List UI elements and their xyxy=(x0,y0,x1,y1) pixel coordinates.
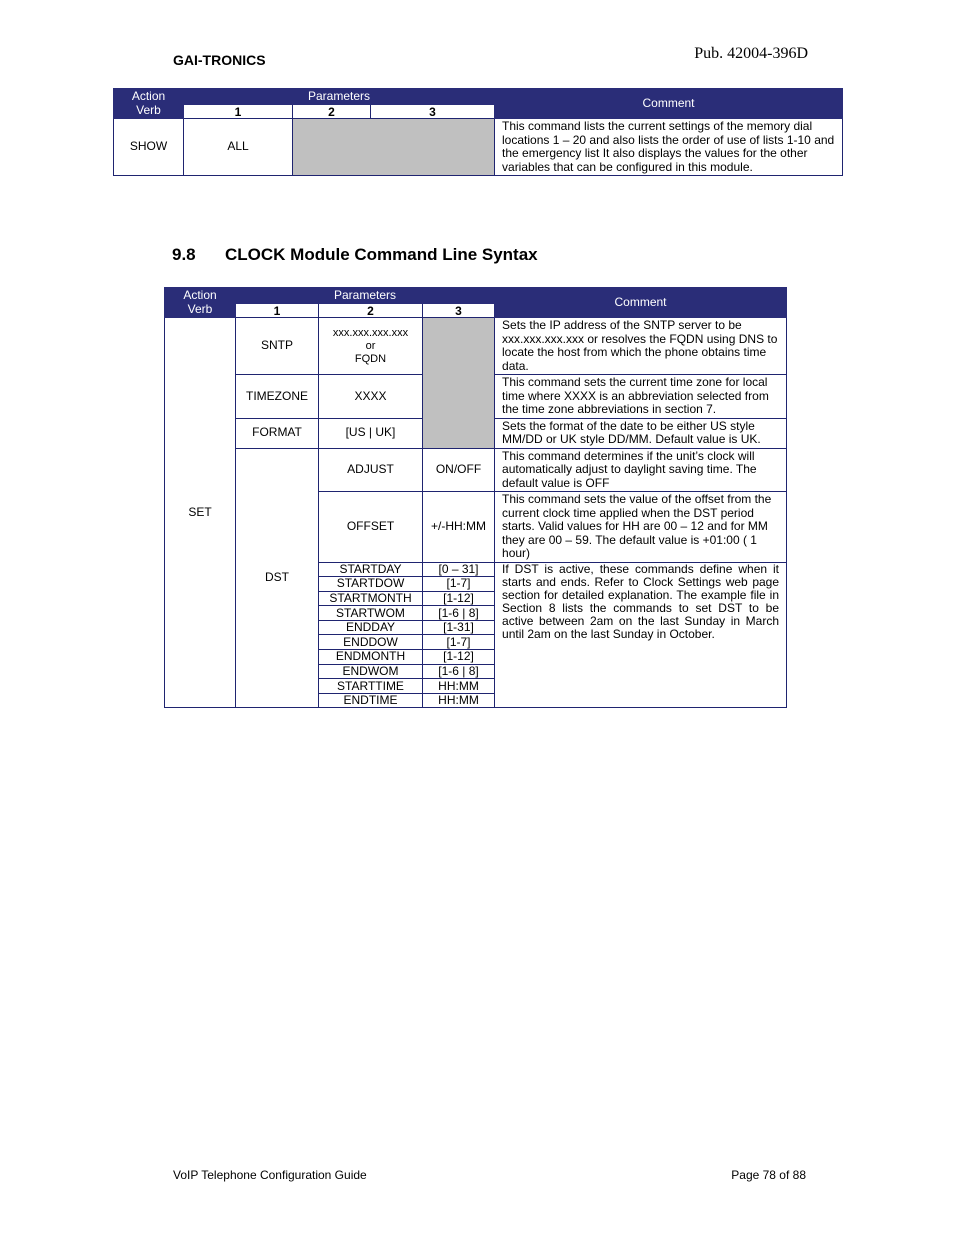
show-command-table xyxy=(113,88,843,176)
section-heading xyxy=(172,245,538,265)
clock-command-table xyxy=(164,287,787,708)
dst-row-param-2: STARTWOM xyxy=(319,606,423,621)
timezone-param-1: TIMEZONE xyxy=(236,375,319,419)
show-verb: SHOW xyxy=(114,119,184,176)
dst-offset-comment: This command sets the value of the offset from the current clock time applied when the DST period starts. Valid values for HH are 00 – 12 and for MM they are 00 – 59. The default value is +01:00 ( 1 hour) xyxy=(495,492,787,563)
section-title: CLOCK Module Command Line Syntax xyxy=(225,245,538,264)
header-param-1: 1 xyxy=(236,304,319,318)
sntp-comment: Sets the IP address of the SNTP server to be xxx.xxx.xxx.xxx or resolves the FQDN using DNS to locate the host from which the phone obtains time data. xyxy=(495,318,787,375)
header-parameters: Parameters xyxy=(184,89,495,105)
dst-adjust-param-3: ON/OFF xyxy=(423,448,495,492)
show-comment: This command lists the current settings of the memory dial locations 1 – 20 and also lists the order of use of lists 1-10 and the emergency list It also displays the values for the other variables that can be configured in this module. xyxy=(495,119,843,176)
header-param-2: 2 xyxy=(293,105,371,119)
format-comment: Sets the format of the date to be either US style MM/DD or UK style DD/MM. Default value is UK. xyxy=(495,418,787,448)
sntp-param-1: SNTP xyxy=(236,318,319,375)
section-number: 9.8 xyxy=(172,245,196,264)
show-param-1: ALL xyxy=(184,119,293,176)
footer-guide-title: VoIP Telephone Configuration Guide xyxy=(173,1168,367,1182)
sntp-param-2: xxx.xxx.xxx.xxx or FQDN xyxy=(319,318,423,375)
dst-row-param-3: [1-6 | 8] xyxy=(423,664,495,679)
header-action-verb: Action Verb xyxy=(114,89,184,119)
dst-row-param-2: ENDDAY xyxy=(319,620,423,635)
dst-row-param-3: HH:MM xyxy=(423,679,495,694)
company-name: GAI-TRONICS xyxy=(173,52,266,68)
timezone-param-2: XXXX xyxy=(319,375,423,419)
param-3-empty xyxy=(423,318,495,449)
set-verb: SET xyxy=(165,318,236,708)
dst-row-param-3: [1-7] xyxy=(423,635,495,650)
header-parameters: Parameters xyxy=(236,288,495,304)
dst-row-param-2: STARTMONTH xyxy=(319,591,423,606)
dst-offset-param-3: +/-HH:MM xyxy=(423,492,495,563)
dst-row-param-3: [1-12] xyxy=(423,650,495,665)
dst-row-param-2: ENDTIME xyxy=(319,693,423,708)
dst-adjust-comment: This command determines if the unit’s clock will automatically adjust to daylight saving time. The default value is OFF xyxy=(495,448,787,492)
header-comment: Comment xyxy=(495,288,787,318)
dst-rows-comment: If DST is active, these commands define when it starts and ends. Refer to Clock Settings web page section for detailed explanation. The example file in Section 8 lists the commands to set DST to be active between 2am on the last Sunday in March until 2am on the last Sunday in October. xyxy=(495,562,787,708)
dst-row-param-2: STARTTIME xyxy=(319,679,423,694)
dst-row-param-3: [1-7] xyxy=(423,577,495,592)
dst-row-param-2: STARTDOW xyxy=(319,577,423,592)
dst-row-param-3: [1-12] xyxy=(423,591,495,606)
dst-adjust-param-2: ADJUST xyxy=(319,448,423,492)
dst-row-param-2: ENDMONTH xyxy=(319,650,423,665)
header-action-verb: Action Verb xyxy=(165,288,236,318)
header-param-1: 1 xyxy=(184,105,293,119)
dst-row-param-3: [1-31] xyxy=(423,620,495,635)
header-param-3: 3 xyxy=(371,105,495,119)
header-param-2: 2 xyxy=(319,304,423,318)
dst-row-param-3: HH:MM xyxy=(423,693,495,708)
dst-row-param-3: [0 – 31] xyxy=(423,562,495,577)
dst-row-param-2: ENDDOW xyxy=(319,635,423,650)
header-param-3: 3 xyxy=(423,304,495,318)
timezone-comment: This command sets the current time zone for local time where XXXX is an abbreviation selected from the time zone abbreviations in section 7. xyxy=(495,375,787,419)
show-param-empty xyxy=(293,119,495,176)
dst-row-param-2: ENDWOM xyxy=(319,664,423,679)
dst-offset-param-2: OFFSET xyxy=(319,492,423,563)
dst-param-1: DST xyxy=(236,448,319,708)
dst-row-param-2: STARTDAY xyxy=(319,562,423,577)
header-comment: Comment xyxy=(495,89,843,119)
dst-row-param-3: [1-6 | 8] xyxy=(423,606,495,621)
publication-number: Pub. 42004-396D xyxy=(694,45,808,62)
format-param-1: FORMAT xyxy=(236,418,319,448)
footer-page-number: Page 78 of 88 xyxy=(731,1168,806,1182)
format-param-2: [US | UK] xyxy=(319,418,423,448)
